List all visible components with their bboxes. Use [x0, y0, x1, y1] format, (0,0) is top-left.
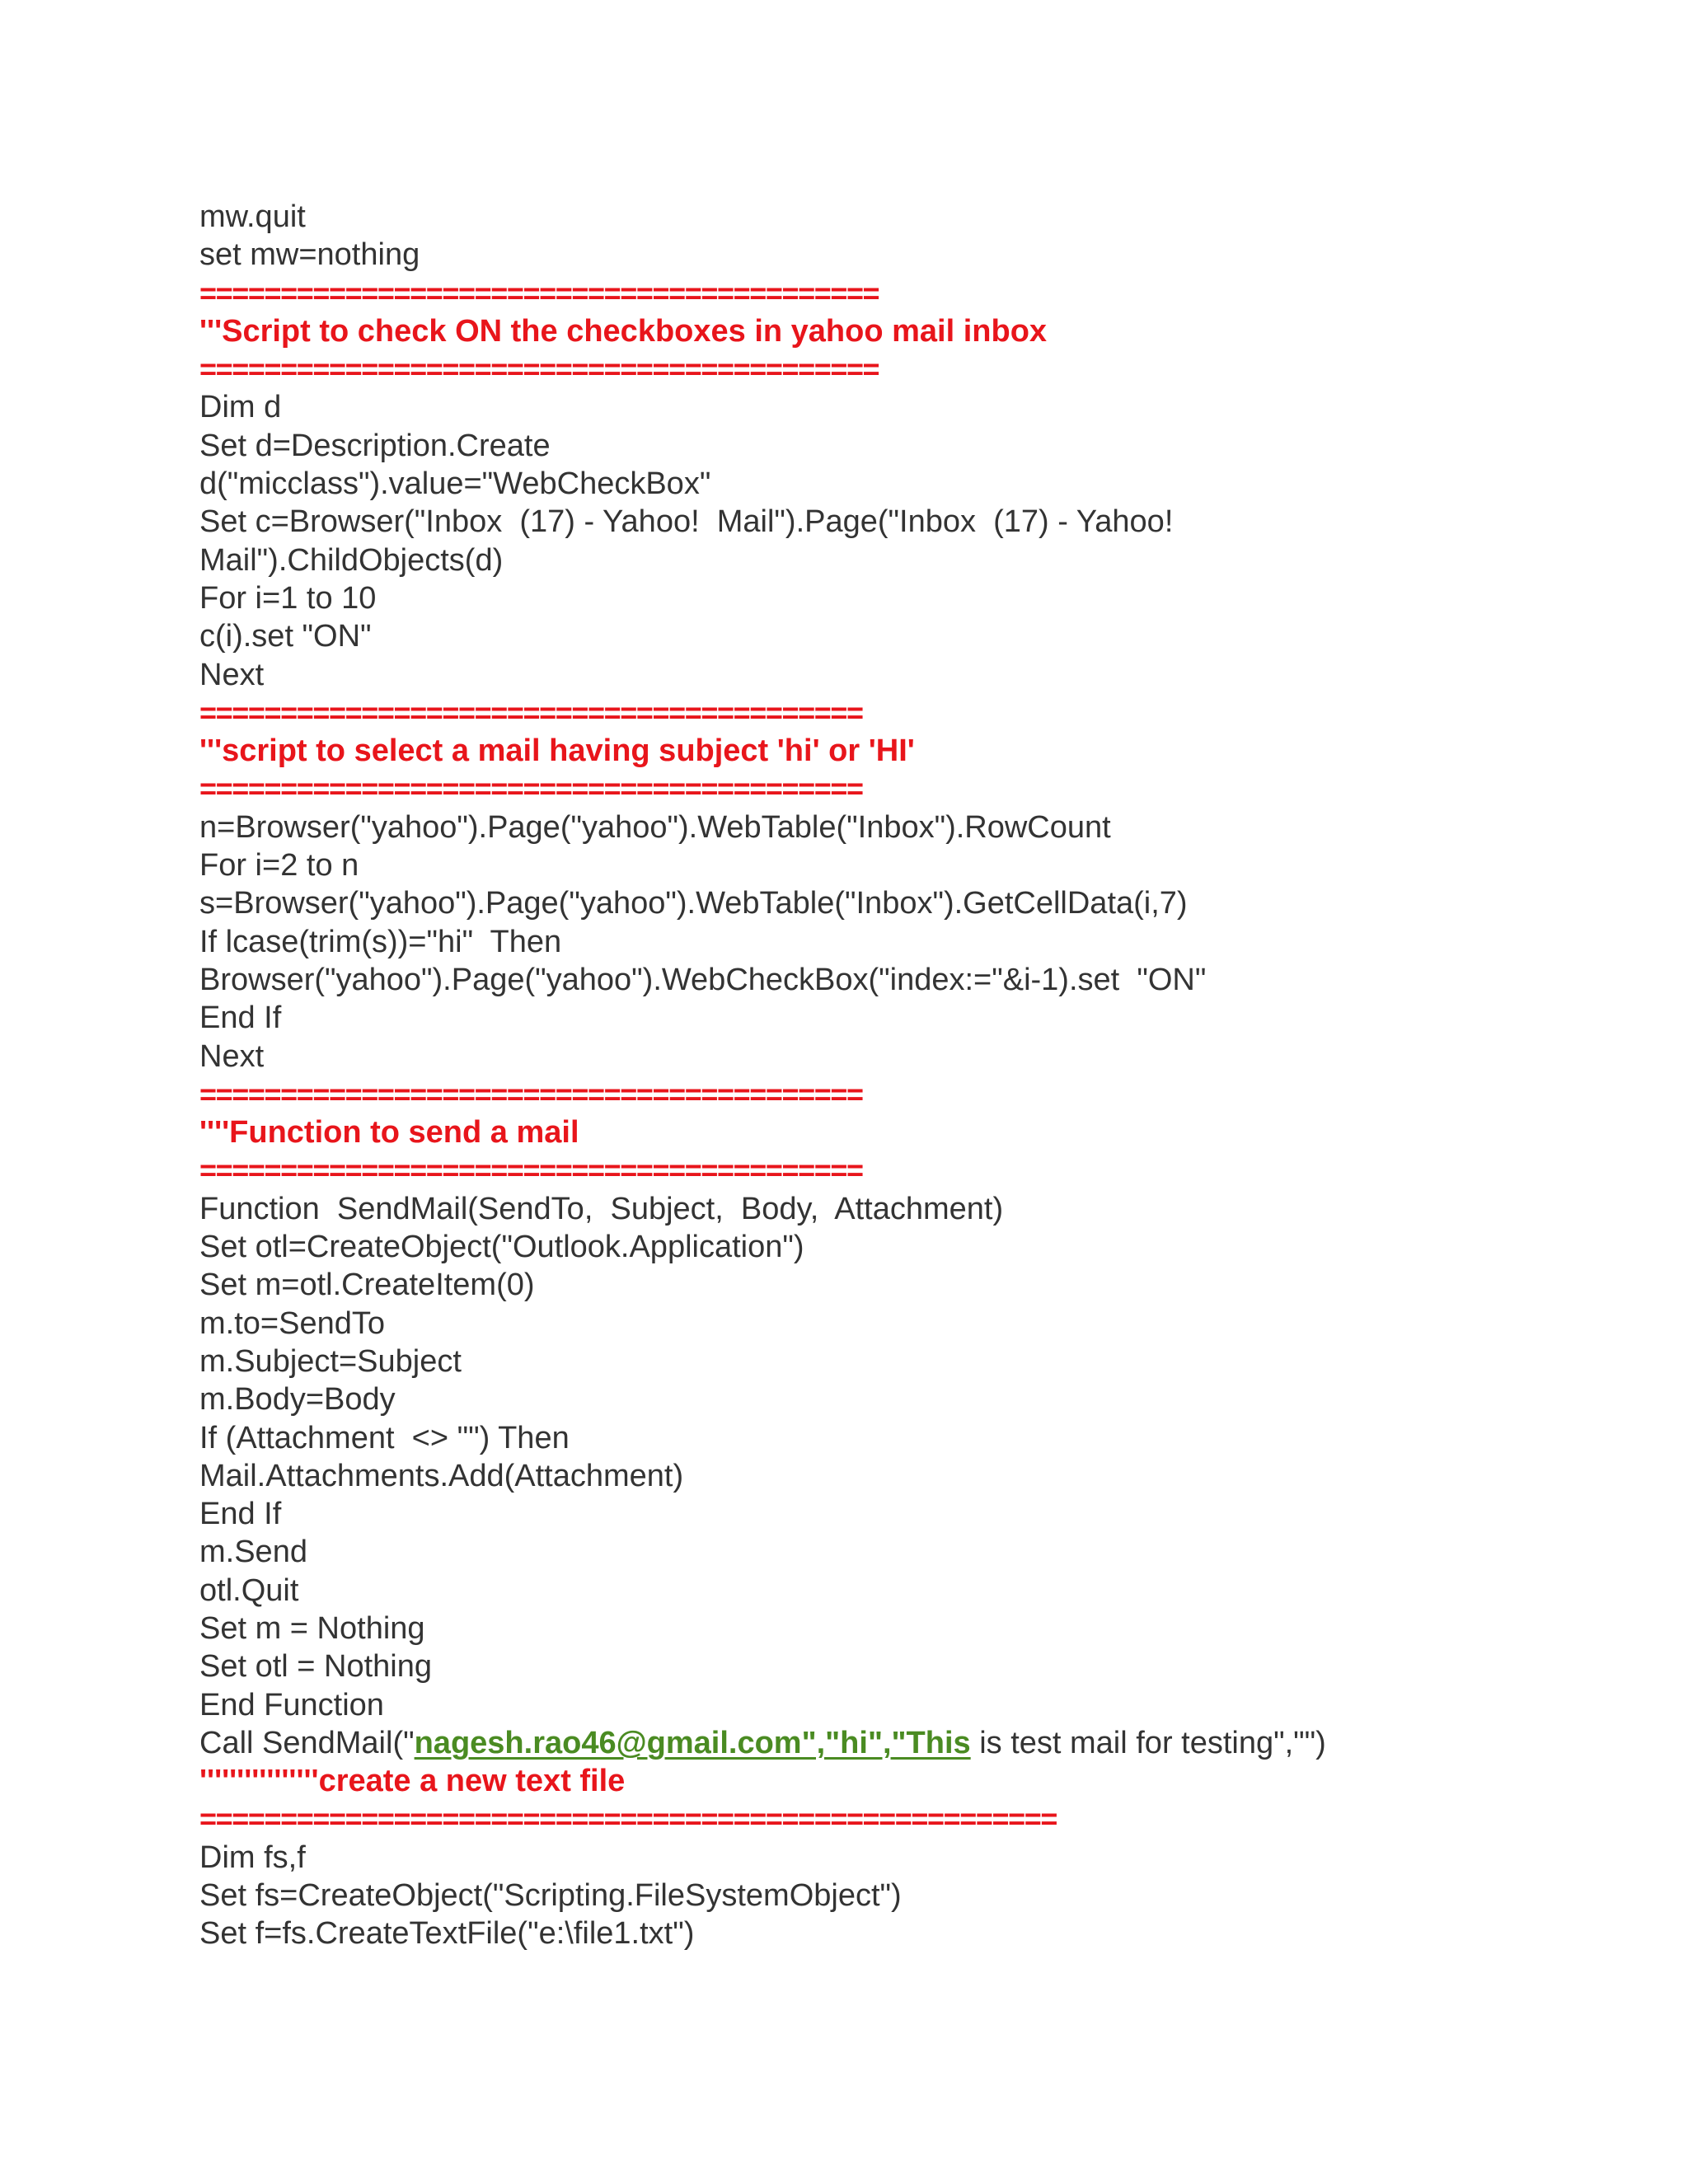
code-line: set mw=nothing: [199, 237, 420, 273]
code-line: If lcase(trim(s))="hi" Then: [199, 924, 562, 959]
call-suffix: is test mail for testing",""): [970, 1725, 1326, 1760]
code-line: For i=2 to n: [199, 848, 359, 883]
code-line: Function SendMail(SendTo, Subject, Body, Attachment): [199, 1191, 1004, 1226]
separator-line: =========================================: [199, 695, 863, 729]
code-line: otl.Quit: [199, 1572, 299, 1608]
code-line: Set d=Description.Create: [199, 428, 551, 463]
email-link[interactable]: nagesh.rao46@gmail.com","hi","This: [414, 1725, 971, 1760]
send-mail-call-line: [199, 1724, 1601, 1762]
code-line: Set fs=CreateObject("Scripting.FileSystemObject"): [199, 1878, 902, 1914]
separator-line: ==========================================: [199, 275, 879, 310]
code-line: Next: [199, 1038, 265, 1074]
code-line: d("micclass").value="WebCheckBox": [199, 466, 711, 502]
code-block-top: [199, 198, 1601, 1724]
code-line: Dim d: [199, 390, 282, 425]
section-heading: ''''''''''''''''create a new text file: [199, 1764, 626, 1799]
code-line: Set f=fs.CreateTextFile("e:\file1.txt"): [199, 1916, 695, 1952]
code-line: End If: [199, 1497, 282, 1532]
code-line: c(i).set "ON": [199, 619, 372, 654]
section-heading: '''Script to check ON the checkboxes in yahoo mail inbox: [199, 313, 1048, 349]
code-line: Set otl = Nothing: [199, 1649, 433, 1685]
code-line: s=Browser("yahoo").Page("yahoo").WebTable("Inbox").GetCellData(i,7): [199, 886, 1188, 921]
section-heading: '''script to select a mail having subject 'hi' or 'HI': [199, 733, 915, 769]
code-line: n=Browser("yahoo").Page("yahoo").WebTable("Inbox").RowCount: [199, 809, 1111, 845]
code-line: Set otl=CreateObject("Outlook.Application"): [199, 1230, 804, 1265]
code-line: Set m = Nothing: [199, 1610, 425, 1646]
separator-line: =========================================: [199, 1076, 863, 1111]
code-line: For i=1 to 10: [199, 580, 377, 616]
code-line: m.Body=Body: [199, 1382, 396, 1418]
call-prefix: Call SendMail(": [199, 1725, 415, 1760]
code-line: Browser("yahoo").Page("yahoo").WebCheckBox("index:="&i-1).set "ON": [199, 962, 1207, 997]
separator-line: =========================================: [199, 771, 863, 806]
code-line: Set m=otl.CreateItem(0): [199, 1268, 535, 1303]
document-body: [199, 198, 1601, 1953]
code-line: End If: [199, 1001, 282, 1036]
code-line: m.to=SendTo: [199, 1305, 385, 1341]
code-line: m.Subject=Subject: [199, 1343, 462, 1379]
separator-line: =====================================================: [199, 1802, 1057, 1836]
separator-line: ==========================================: [199, 352, 879, 387]
separator-line: =========================================: [199, 1153, 863, 1188]
code-line: End Function: [199, 1687, 384, 1722]
code-line: m.Send: [199, 1535, 307, 1570]
code-line: Dim fs,f: [199, 1840, 306, 1875]
code-line: Set c=Browser("Inbox (17) - Yahoo! Mail").Page("Inbox (17) - Yahoo!: [199, 504, 1174, 540]
code-line: If (Attachment <> "") Then: [199, 1420, 570, 1455]
section-heading: ''''Function to send a mail: [199, 1115, 579, 1151]
code-block-bottom: [199, 1762, 1601, 1952]
code-line: Mail.Attachments.Add(Attachment): [199, 1458, 684, 1493]
code-line: Mail").ChildObjects(d): [199, 542, 504, 578]
code-line: mw.quit: [199, 199, 306, 234]
code-line: Next: [199, 657, 265, 692]
